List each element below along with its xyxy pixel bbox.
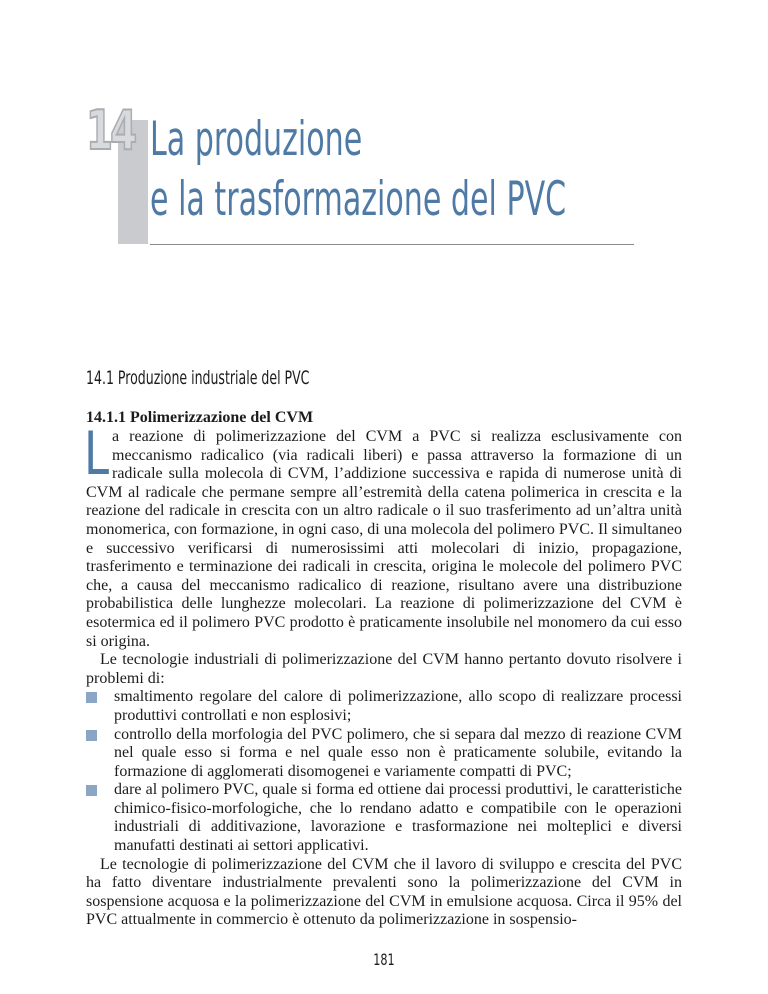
paragraph-3: Le tecnologie di polimerizzazione del CVM che il lavoro di sviluppo e crescita del PVC ha fatto diventare industrialmente prevalenti sono la polimerizzazione del CVM in sospensione acquosa e la polimerizzazione del CVM in emulsione acquosa. Circa il 95% del PVC attualmente in commercio è ottenuto da polimerizzazione in sospensio- <box>86 855 682 929</box>
chapter-title-line-2: e la trasformazione del PVC <box>150 172 567 227</box>
body-text <box>86 408 682 930</box>
bullet-list <box>86 688 682 855</box>
bullet-text: controllo della morfologia del PVC polimero, che si separa dal mezzo di reazione CVM nel quale esso si forma e nel quale esso non è praticamente solubile, evitando la formazione di agglomerati disomogenei e variamente compatti di PVC; <box>114 725 682 780</box>
paragraph-1 <box>84 419 682 651</box>
bullet-item <box>86 688 682 725</box>
chapter-title <box>150 110 566 230</box>
chapter-number: 14 <box>86 99 135 162</box>
chapter-title-rule <box>150 244 634 245</box>
bullet-text: smaltimento regolare del calore di polimerizzazione, allo scopo di realizzare processi produttivi controllati e non esplosivi; <box>114 688 682 724</box>
paragraph-1-text: a reazione di polimerizzazione del CVM a PVC si realizza esclusivamente con meccanismo radicalico (via radicali liberi) e passa attraverso la formazione di un radicale sulla molecola di CVM, l’addizione successiva e rapida di numerose unità di CVM al radicale che permane sempre all’estremità della catena polimerica in crescita e la reazione del radicale in crescita con un altro radicale o il suo trasferimento ad un’altra unità monomerica, con formazione, in ogni caso, di una molecola del polimero PVC. Il simultaneo e successivo verificarsi di numerosissimi atti molecolari di inizio, propagazione, trasferimento e terminazione dei radicali in crescita, origina le molecole del polimero PVC che, a causa del meccanismo radicalico di reazione, risultano avere una distribuzione probabilistica delle lunghezze molecolari. La reazione di polimerizzazione del CVM è esotermica ed il polimero PVC prodotto è praticamente insolubile nel monomero da cui esso si origina. <box>86 428 682 650</box>
drop-cap: L <box>84 419 110 489</box>
paragraph-2: Le tecnologie industriali di polimerizzazione del CVM hanno pertanto dovuto risolvere i problemi di: <box>86 651 682 687</box>
bullet-text: dare al polimero PVC, quale si forma ed ottiene dai processi produttivi, le caratteristiche chimico-fisico-morfologiche, che lo rendano adatto e compatibile con le operazioni industriali di additivazione, lavorazione e trasformazione nei molteplici e diversi manufatti destinati ai settori applicativi. <box>114 781 682 855</box>
section-heading: 14.1 Produzione industriale del PVC <box>86 367 310 389</box>
square-bullet-icon <box>86 785 97 796</box>
page-number: 181 <box>373 950 395 969</box>
square-bullet-icon <box>86 730 97 741</box>
bullet-item <box>86 726 682 782</box>
square-bullet-icon <box>86 692 97 703</box>
chapter-title-line-1: La produzione <box>150 112 363 167</box>
subsection-heading: 14.1.1 Polimerizzazione del CVM <box>86 409 314 426</box>
bullet-item <box>86 781 682 855</box>
